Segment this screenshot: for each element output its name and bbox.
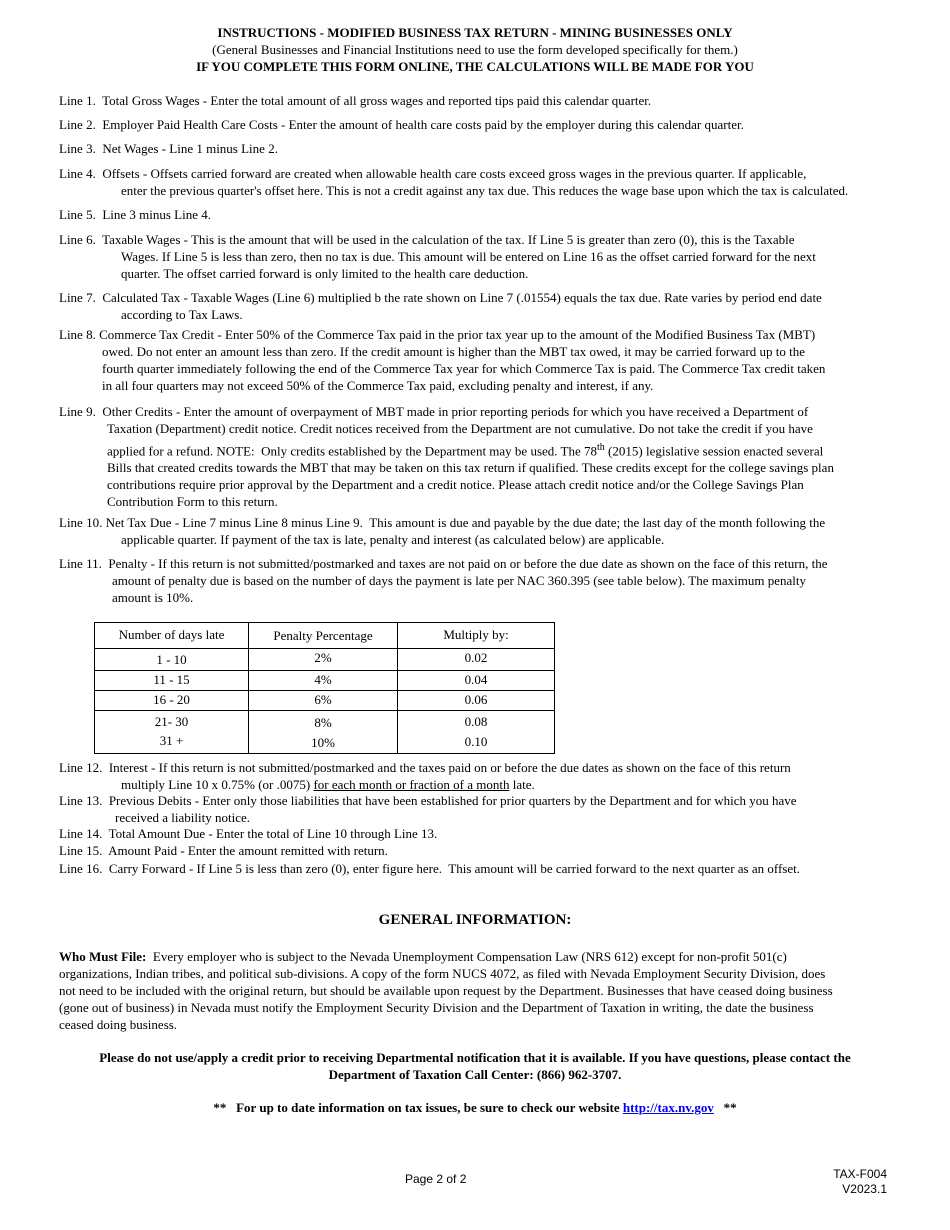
- line-7-instruction: [59, 289, 889, 323]
- line-4-instruction: [59, 165, 889, 199]
- line-10-text: Line 10. Net Tax Due - Line 7 minus Line 8 minus Line 9. This amount is due and payable by the due date; the last day of the month following the: [59, 515, 826, 530]
- line-13-text-cont: received a liability notice.: [115, 810, 250, 825]
- line-7-text-cont: according to Tax Laws.: [121, 307, 243, 322]
- line-11-instruction: [59, 555, 889, 606]
- table-cell: [249, 711, 398, 754]
- table-row: [95, 671, 555, 691]
- table-cell: 6%: [249, 691, 398, 711]
- credit-notice-line-2: Department of Taxation Call Center: (866) 962-3707.: [328, 1067, 622, 1082]
- line-12-text-cont: [59, 776, 889, 793]
- page-number: Page 2 of 2: [405, 1172, 467, 1186]
- line-6-text-cont: Wages. If Line 5 is less than zero, then no tax is due. This amount will be entered on Line 16 as the offset carried forward for the next: [121, 249, 816, 264]
- line-10-text-cont: applicable quarter. If payment of the tax is late, penalty and interest (as calculated below) are applicable.: [121, 532, 665, 547]
- column-header: Multiply by:: [398, 623, 555, 649]
- line-13-text: Line 13. Previous Debits - Enter only those liabilities that have been established for prior quarters by the Department and for which you have: [59, 793, 797, 808]
- who-must-file-text: (gone out of business) in Nevada must notify the Employment Security Division and the Department of Taxation in writing, the date the business: [59, 1000, 814, 1015]
- line-8-text: Line 8. Commerce Tax Credit - Enter 50% of the Commerce Tax paid in the prior tax year up to the amount of the Modified Business Tax (MBT): [59, 327, 816, 342]
- form-version: V2023.1: [842, 1182, 887, 1196]
- table-cell: 11 - 15: [95, 671, 249, 691]
- table-cell: 2%: [249, 649, 398, 671]
- who-must-file-text: ceased doing business.: [59, 1017, 178, 1032]
- line-4-text-cont: enter the previous quarter's offset here. This is not a credit against any tax due. This reduces the wage base upon which the tax is calculated.: [121, 183, 849, 198]
- who-must-file-text: Every employer who is subject to the Nevada Unemployment Compensation Law (NRS 612) except for non-profit 501(c): [146, 949, 787, 964]
- line-12-instruction: [59, 759, 889, 793]
- line-7-text: Line 7. Calculated Tax - Taxable Wages (Line 6) multiplied b the rate shown on Line 7 (.01554) equals the tax due. Rate varies by period end date: [59, 290, 822, 305]
- line-3-instruction: Line 3. Net Wages - Line 1 minus Line 2.: [59, 141, 278, 156]
- column-header: Number of days late: [95, 623, 249, 649]
- line-9-text: Line 9. Other Credits - Enter the amount of overpayment of MBT made in prior reporting periods for which you have received a Department of: [59, 404, 809, 419]
- who-must-file-text: organizations, Indian tribes, and political sub-divisions. A copy of the form NUCS 4072, as filed with Nevada Employment Security Division, does: [59, 966, 826, 981]
- who-must-file-label: Who Must File:: [59, 949, 147, 964]
- line-6-text: Line 6. Taxable Wages - This is the amount that will be used in the calculation of the tax. If Line 5 is greater than zero (0), this is the Taxable: [59, 232, 795, 247]
- penalty-percentage-value: 8%: [314, 715, 332, 730]
- line-12-text: Line 12. Interest - If this return is not submitted/postmarked and the taxes paid on or before the due dates as shown on the face of this return: [59, 760, 791, 775]
- line-1-instruction: Line 1. Total Gross Wages - Enter the total amount of all gross wages and reported tips paid this calendar quarter.: [59, 93, 652, 108]
- line-13-instruction: [59, 792, 889, 826]
- table-cell: 0.04: [398, 671, 555, 691]
- line-6-text-cont: quarter. The offset carried forward is only limited to the health care deduction.: [121, 266, 529, 281]
- line-8-text-cont: owed. Do not enter an amount less than zero. If the credit amount is higher than the MBT tax owed, it may be carried forward up to the: [102, 344, 805, 359]
- general-information-heading: GENERAL INFORMATION:: [378, 912, 572, 928]
- table-cell: [95, 711, 249, 754]
- form-id: TAX-F004: [833, 1167, 887, 1181]
- form-subtitle: (General Businesses and Financial Institutions need to use the form developed specifically for them.): [212, 42, 738, 57]
- credit-notice-line-1: Please do not use/apply a credit prior to receiving Departmental notification that it is available. If you have questions, please contact the: [99, 1050, 851, 1065]
- days-late-value: 21- 30: [154, 714, 189, 729]
- website-notice: [0, 1099, 950, 1116]
- line-12-text-part: late.: [509, 777, 535, 792]
- line-5-instruction: Line 5. Line 3 minus Line 4.: [59, 207, 212, 222]
- days-late-value: 31 +: [159, 733, 184, 748]
- multiplier-value: 0.10: [464, 734, 488, 749]
- line-10-instruction: [59, 514, 889, 548]
- who-must-file-text: not need to be included with the original return, but should be available upon request by the Department. Businesses that have ceased doing business: [59, 983, 833, 998]
- line-8-text-cont: fourth quarter immediately following the end of the Commerce Tax year for which Commerce Tax is paid. The Commerce Tax credit taken: [102, 361, 826, 376]
- line-11-text: Line 11. Penalty - If this return is not submitted/postmarked and taxes are not paid on or before the due date as shown on the face of this return, the: [59, 556, 828, 571]
- table-cell: 16 - 20: [95, 691, 249, 711]
- who-must-file-paragraph: [59, 948, 889, 1033]
- line-16-instruction: Line 16. Carry Forward - If Line 5 is less than zero (0), enter figure here. This amount will be carried forward to the next quarter as an offset.: [59, 861, 800, 876]
- website-link[interactable]: http://tax.nv.gov: [622, 1100, 714, 1115]
- multiplier-value: 0.08: [464, 714, 488, 729]
- line-8-text-cont: in all four quarters may not exceed 50% of the Commerce Tax paid, excluding penalty and interest, if any.: [102, 378, 654, 393]
- table-header-row: [95, 623, 555, 649]
- line-9-text-cont: Taxation (Department) credit notice. Credit notices received from the Department are not cumulative. Do not take the credit if you have: [107, 421, 813, 436]
- line-11-text-cont: amount of penalty due is based on the number of days the payment is late per NAC 360.395 (see table below). The maximum penalty: [112, 573, 807, 588]
- line-2-instruction: Line 2. Employer Paid Health Care Costs - Enter the amount of health care costs paid by the employer during this calendar quarter.: [59, 117, 744, 132]
- line-9-text-cont: contributions require prior approval by the Department and a credit notice. Please attach credit notice and/or the College Savings Plan: [107, 477, 804, 493]
- table-cell: 1 - 10: [95, 649, 249, 671]
- website-notice-text: ** For up to date information on tax issues, be sure to check our website: [213, 1100, 623, 1115]
- line-9-text-part: applied for a refund. NOTE: Only credits established by the Department may be used. The 78: [107, 443, 598, 459]
- line-12-underlined-text: for each month or fraction of a month: [313, 777, 510, 792]
- line-14-instruction: Line 14. Total Amount Due - Enter the total of Line 10 through Line 13.: [59, 826, 438, 841]
- line-8-instruction: [59, 326, 889, 394]
- penalty-percentage-value: 10%: [311, 735, 335, 750]
- who-must-file-line: [59, 948, 889, 965]
- line-9-instruction: [59, 403, 889, 510]
- penalty-table: [94, 622, 555, 754]
- table-row: [95, 691, 555, 711]
- line-15-instruction: Line 15. Amount Paid - Enter the amount remitted with return.: [59, 843, 388, 858]
- table-row: [95, 711, 555, 754]
- line-11-text-cont: amount is 10%.: [112, 590, 194, 605]
- line-12-text-part: multiply Line 10 x 0.75% (or .0075): [121, 777, 314, 792]
- online-notice: IF YOU COMPLETE THIS FORM ONLINE, THE CALCULATIONS WILL BE MADE FOR YOU: [196, 59, 754, 74]
- line-9-text-cont: Bills that created credits towards the MBT that may be taken on this tax return if qualified. These credits except for the college savings plan: [107, 460, 834, 476]
- table-cell: 0.06: [398, 691, 555, 711]
- table-row: [95, 649, 555, 671]
- table-cell: [398, 711, 555, 754]
- column-header: Penalty Percentage: [249, 623, 398, 649]
- table-cell: 4%: [249, 671, 398, 691]
- line-9-text-cont: [59, 439, 889, 459]
- website-notice-text: **: [713, 1100, 737, 1115]
- ordinal-suffix: th: [597, 442, 605, 453]
- table-cell: 0.02: [398, 649, 555, 671]
- line-9-text-part: (2015) legislative session enacted several: [604, 443, 824, 459]
- line-4-text: Line 4. Offsets - Offsets carried forward are created when allowable health care costs exceed gross wages in the previous quarter. If applicable,: [59, 166, 807, 181]
- line-9-text-cont: Contribution Form to this return.: [107, 494, 278, 510]
- form-title: INSTRUCTIONS - MODIFIED BUSINESS TAX RETURN - MINING BUSINESSES ONLY: [217, 25, 733, 40]
- line-6-instruction: [59, 231, 889, 282]
